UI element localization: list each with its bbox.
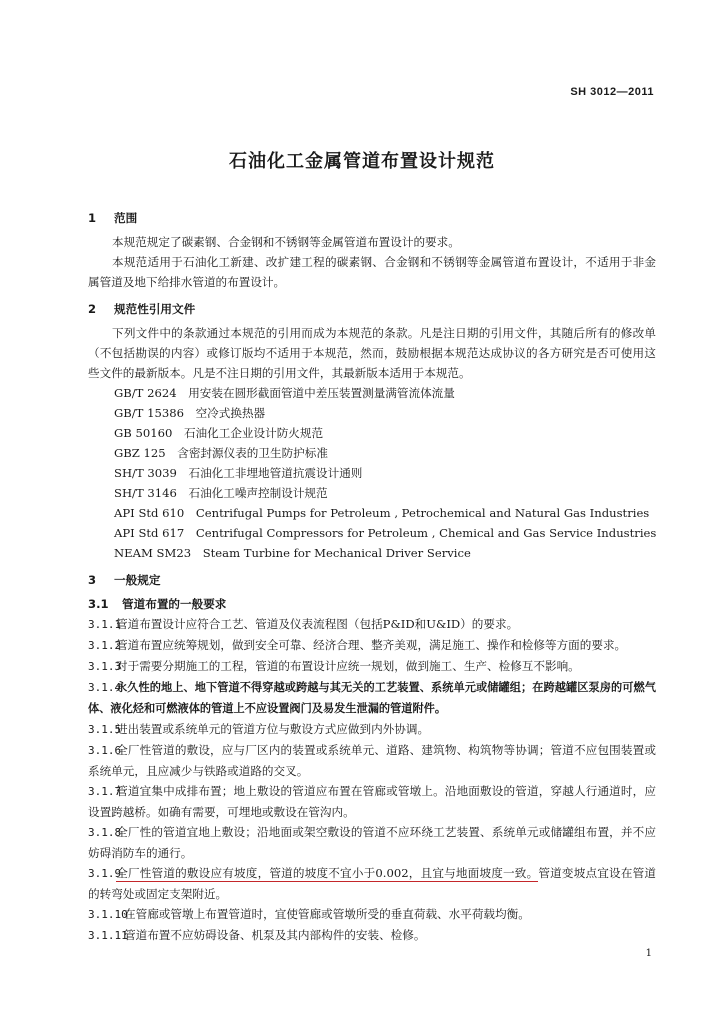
page-number: 1 (645, 948, 652, 959)
section-title: 规范性引用文件 (114, 302, 196, 316)
clause-number: 3.1.2 (88, 639, 122, 652)
subsection-number: 3.1 (88, 597, 109, 611)
section-title: 一般规定 (114, 573, 161, 587)
section-number: 1 (88, 211, 97, 225)
clause-text: 管道布置不应妨碍设备、机泵及其内部构件的安装、检修。 (124, 928, 426, 942)
clause-3-1-8 (88, 822, 656, 863)
clause-text: 管道布置设计应符合工艺、管道及仪表流程图（包括P&ID和U&ID）的要求。 (116, 617, 519, 631)
clause-3-1-5 (88, 719, 656, 740)
reference-item: SH/T 3039 石油化工非埋地管道抗震设计通则 (114, 466, 363, 480)
clause-number: 3.1.9 (88, 867, 122, 880)
clause-text: 在管廊或管墩上布置管道时，宜使管廊或管墩所受的垂直荷载、水平荷载均衡。 (124, 907, 530, 921)
clause-text: 管道宜集中成排布置；地上敷设的管道应布置在管廊或管墩上。沿地面敷设的管道，穿越人行通道时，应设置跨越桥。如确有需要，可埋地或敷设在管沟内。 (88, 784, 656, 819)
clause-text: 全厂性的管道宜地上敷设；沿地面或架空敷设的管道不应环绕工艺装置、系统单元或储罐组布置，并不应妨碍消防车的通行。 (88, 825, 656, 860)
clause-number: 3.1.4 (88, 681, 122, 694)
clause-text-mandatory: 永久性的地上、地下管道不得穿越或跨越与其无关的工艺装置、系统单元或储罐组；在跨越罐区泵房的可燃气体、液化烃和可燃液体的管道上不应设置阀门及易发生泄漏的管道附件。 (88, 681, 656, 715)
reference-item: GB/T 2624 用安装在圆形截面管道中差压装置测量满管流体流量 (114, 386, 455, 400)
section-number: 3 (88, 573, 97, 587)
clause-3-1-10 (88, 904, 656, 925)
subsection-3-1-heading (88, 594, 656, 614)
section-3-heading (88, 570, 656, 590)
clause-3-1-9 (88, 863, 656, 904)
clause-number: 3.1.5 (88, 723, 122, 736)
clause-3-1-1 (88, 614, 656, 635)
reference-item: API Std 610 Centrifugal Pumps for Petroleum , Petrochemical and Natural Gas Industries (114, 506, 650, 520)
paragraph: 本规范规定了碳素钢、合金钢和不锈钢等金属管道布置设计的要求。 (112, 235, 460, 249)
document-title: 石油化工金属管道布置设计规范 (229, 151, 495, 172)
clause-text: 全厂性管道的敷设，应与厂区内的装置或系统单元、道路、建筑物、构筑物等协调；管道不应包围装置或系统单元，且应减少与铁路或道路的交叉。 (88, 743, 656, 778)
reference-item: GB 50160 石油化工企业设计防火规范 (114, 426, 324, 440)
section-number: 2 (88, 302, 97, 316)
clause-3-1-4 (88, 677, 656, 719)
paragraph: 本规范适用于石油化工新建、改扩建工程的碳素钢、合金钢和不锈钢等金属管道布置设计，不适用于非金属管道及地下给排水管道的布置设计。 (88, 255, 656, 289)
reference-item: SH/T 3146 石油化工噪声控制设计规范 (114, 486, 328, 500)
clause-number: 3.1.11 (88, 929, 128, 942)
reference-item: NEAM SM23 Steam Turbine for Mechanical Driver Service (114, 546, 471, 560)
clause-text: 进出装置或系统单元的管道方位与敷设方式应做到内外协调。 (116, 722, 430, 736)
clause-3-1-7 (88, 781, 656, 822)
standard-code: SH 3012—2011 (570, 86, 654, 98)
clause-number: 3.1.7 (88, 785, 122, 798)
section-2-heading (88, 299, 656, 319)
clause-number: 3.1.6 (88, 744, 122, 757)
section-title: 范围 (114, 211, 138, 225)
document-body (88, 208, 656, 946)
clause-number: 3.1.8 (88, 826, 122, 839)
underlined-text: 全厂性管道的敷设应有坡度，管道的坡度不宜小于0.002，且宜与地面坡度一致。 (116, 866, 539, 880)
clause-number: 3.1.1 (88, 618, 122, 631)
clause-3-1-2 (88, 635, 656, 656)
reference-item: GBZ 125 含密封源仪表的卫生防护标准 (114, 446, 328, 460)
clause-3-1-3 (88, 656, 656, 677)
clause-number: 3.1.10 (88, 908, 128, 921)
subsection-title: 管道布置的一般要求 (122, 597, 227, 611)
paragraph: 下列文件中的条款通过本规范的引用而成为本规范的条款。凡是注日期的引用文件，其随后所有的修改单（不包括勘误的内容）或修订版均不适用于本规范，然而，鼓励根据本规范达成协议的各方研究是否可使用这些文件的最新版本。凡是不注日期的引用文件，其最新版本适用于本规范。 (88, 326, 656, 380)
clause-3-1-6 (88, 740, 656, 781)
clause-text: 管道布置应统筹规划，做到安全可靠、经济合理、整齐美观，满足施工、操作和检修等方面的要求。 (116, 638, 627, 652)
clause-text: 管道变坡点宜设在管道的转弯处或固定支架附近。 (88, 866, 656, 901)
reference-item: API Std 617 Centrifugal Compressors for Petroleum , Chemical and Gas Service Industries (114, 526, 657, 540)
reference-item: GB/T 15386 空冷式换热器 (114, 406, 266, 420)
clause-3-1-11 (88, 925, 656, 946)
clause-text: 对于需要分期施工的工程，管道的布置设计应统一规划，做到施工、生产、检修互不影响。 (116, 659, 580, 673)
clause-number: 3.1.3 (88, 660, 122, 673)
section-1-heading (88, 208, 656, 228)
